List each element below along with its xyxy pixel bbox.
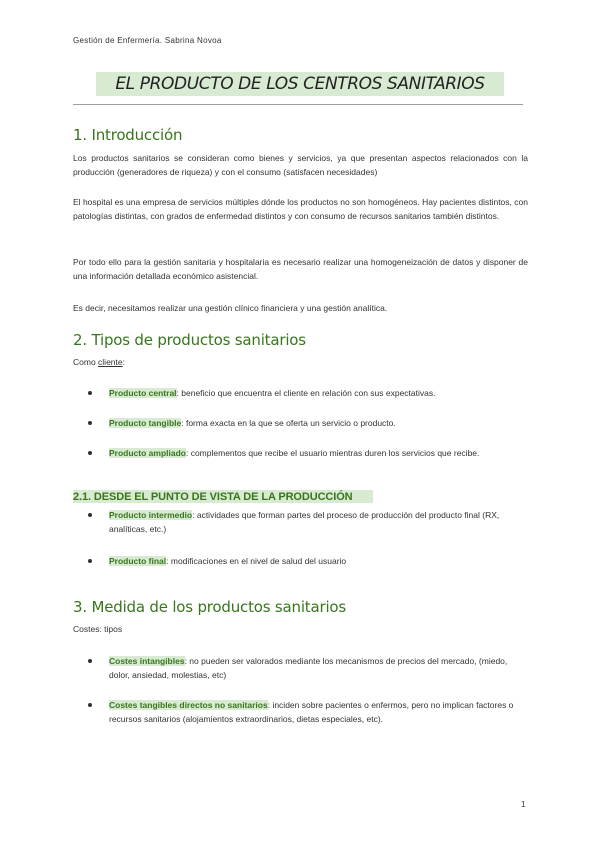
- list-item: [88, 654, 528, 682]
- bullet-icon: [88, 513, 92, 517]
- tipos-intro-prefix: Como: [73, 357, 99, 367]
- bullet-icon: [88, 703, 92, 707]
- bullet-text: : complementos que recibe el usuario mientras duren los servicios que recibe.: [185, 448, 480, 458]
- medida-intro: Costes: tipos: [73, 624, 123, 634]
- heading-produccion: 2.1. DESDE EL PUNTO DE VISTA DE LA PRODUCCIÓN: [73, 491, 353, 503]
- heading-introduccion: 1. Introducción: [73, 126, 183, 144]
- bullet-text: : inciden sobre pacientes o enfermos, pero no implican factores o recursos sanitarios (alojamientos extraordinarios, dietas especiales, etc).: [109, 700, 514, 724]
- intro-paragraph-3: Por todo ello para la gestión sanitaria y hospitalaria es necesario realizar una homogeneización de datos y disponer de una información detallada económico asistencial.: [73, 257, 528, 281]
- intro-paragraph-4: Es decir, necesitamos realizar una gestión clínico financiera y una gestión analítica.: [73, 303, 388, 313]
- bullet-term: Producto tangible: [109, 418, 182, 428]
- document-title: EL PRODUCTO DE LOS CENTROS SANITARIOS: [115, 74, 485, 94]
- title-divider: [73, 104, 523, 105]
- list-item: [88, 554, 528, 568]
- list-item: [88, 446, 528, 460]
- bullet-icon: [88, 391, 92, 395]
- list-item: [88, 698, 528, 726]
- heading-medida: 3. Medida de los productos sanitarios: [73, 598, 347, 616]
- page-header: Gestión de Enfermería. Sabrina Novoa: [73, 36, 222, 45]
- heading-tipos: 2. Tipos de productos sanitarios: [73, 331, 306, 349]
- page-number: 1: [521, 800, 526, 809]
- intro-paragraph-1: Los productos sanitarios se consideran como bienes y servicios, ya que presentan aspectos relacionados con la producción (generadores de riqueza) y con el consumo (satisfacen necesidades): [73, 153, 528, 177]
- bullet-term: Producto ampliado: [109, 448, 186, 458]
- intro-paragraph-2: El hospital es una empresa de servicios múltiples dónde los productos no son homogéneos. Hay pacientes distintos, con patologías distintas, con grados de enfermedad distintos y con consumo de recursos sanitarios también distintos.: [73, 197, 528, 221]
- bullet-icon: [88, 421, 92, 425]
- bullet-term: Costes tangibles directos no sanitarios: [109, 700, 268, 710]
- bullet-text: : modificaciones en el nivel de salud del usuario: [166, 556, 347, 566]
- tipos-intro-suffix: :: [122, 357, 125, 367]
- bullet-term: Producto central: [109, 388, 177, 398]
- bullet-text: : actividades que forman partes del proceso de producción del producto final (RX, analíticas, etc.): [109, 510, 500, 534]
- bullet-icon: [88, 451, 92, 455]
- list-item: [88, 416, 528, 430]
- bullet-text: : forma exacta en la que se oferta un servicio o producto.: [181, 418, 396, 428]
- list-item: [88, 508, 528, 536]
- bullet-term: Costes intangibles: [109, 656, 185, 666]
- bullet-term: Producto final: [109, 556, 167, 566]
- bullet-term: Producto intermedio: [109, 510, 193, 520]
- bullet-text: : no pueden ser valorados mediante los mecanismos de precios del mercado, (miedo, dolor, ansiedad, molestias, etc): [109, 656, 508, 680]
- bullet-icon: [88, 659, 92, 663]
- tipos-intro-underlined: cliente: [98, 357, 123, 367]
- bullet-text: : beneficio que encuentra el cliente en relación con sus expectativas.: [176, 388, 436, 398]
- list-item: [88, 386, 528, 400]
- bullet-icon: [88, 559, 92, 563]
- tipos-intro: [73, 357, 125, 367]
